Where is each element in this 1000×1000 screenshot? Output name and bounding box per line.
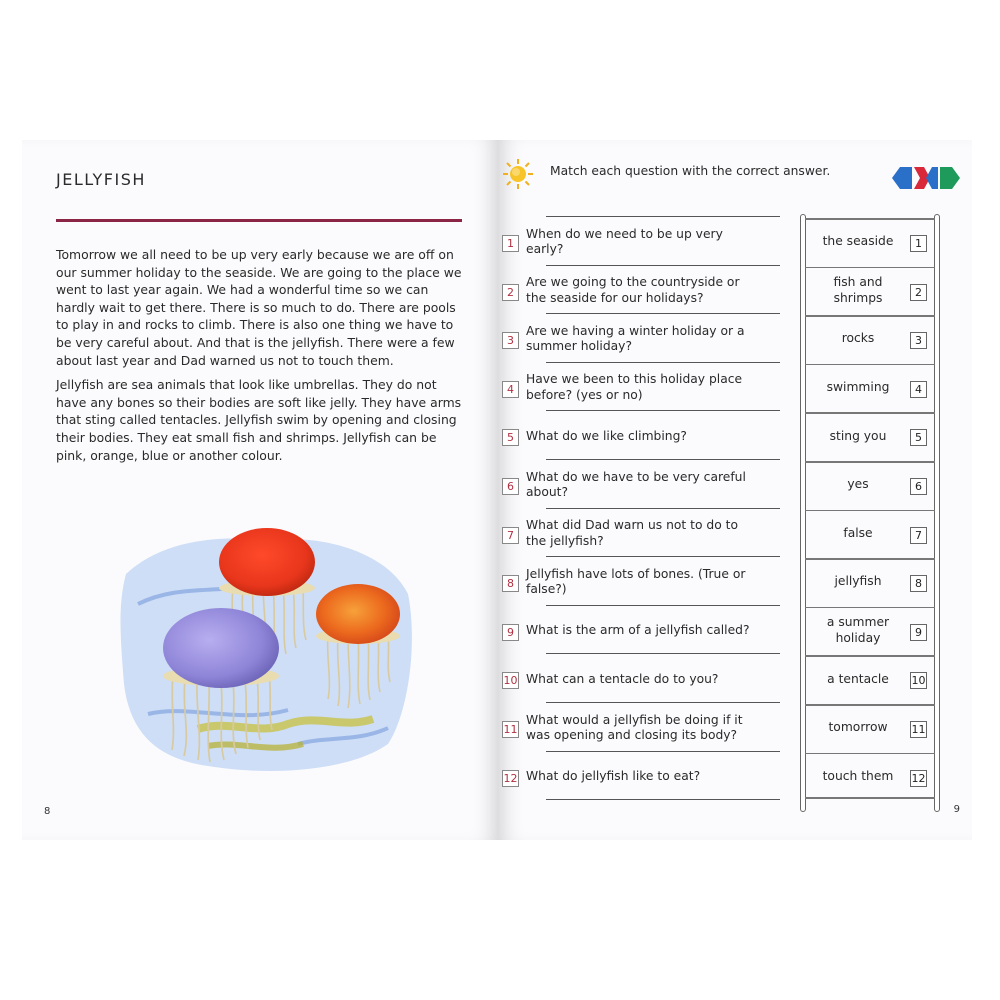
question-row — [502, 315, 802, 363]
question-number: 12 — [503, 771, 518, 785]
answer-text: yes — [847, 477, 869, 492]
answer-row — [808, 267, 934, 315]
answer-line — [546, 751, 780, 752]
answer-line — [546, 702, 780, 703]
question-text: Are we having a winter holiday or a summer holiday? — [526, 323, 745, 354]
question-text: Have we been to this holiday place before? (yes or no) — [526, 372, 743, 402]
answer-row — [808, 510, 934, 558]
title-rule — [56, 219, 462, 222]
question-number: 1 — [502, 235, 519, 252]
question-row — [502, 267, 802, 315]
answer-number: 1 — [910, 235, 927, 252]
question-number: 10 — [503, 674, 518, 688]
left-page — [22, 140, 498, 840]
question-text: What did Dad warn us not to do to the jellyfish? — [526, 518, 739, 548]
page-title: JELLYFISH — [56, 170, 146, 189]
question-row — [502, 461, 802, 509]
answer-line — [546, 799, 780, 800]
question-number: 11 — [503, 723, 518, 736]
question-number: 4 — [502, 381, 519, 398]
question-row — [502, 753, 802, 801]
question-row — [502, 704, 802, 752]
answer-number: 8 — [910, 575, 927, 592]
answer-number: 10 — [911, 674, 926, 688]
answer-number: 3 — [910, 332, 927, 349]
answer-text: rocks — [841, 331, 875, 346]
direction-arrows-icon — [890, 166, 962, 190]
question-number: 2 — [502, 284, 519, 301]
answer-text: swimming — [826, 380, 890, 395]
answer-number: 11 — [911, 723, 926, 736]
answer-text: a tentacle — [827, 671, 889, 686]
answer-number: 6 — [910, 478, 927, 495]
question-text: What can a tentacle do to you? — [526, 671, 719, 686]
sun-icon — [502, 158, 534, 190]
answer-text: fish and shrimps — [833, 275, 883, 305]
question-row — [502, 558, 802, 606]
ladder-rail-left — [800, 214, 806, 812]
answer-row — [808, 558, 934, 606]
question-number: 3 — [502, 332, 519, 349]
answer-text: sting you — [829, 428, 887, 443]
question-text: Are we going to the countryside or the seaside for our holidays? — [526, 275, 740, 305]
answer-line — [546, 216, 780, 217]
answer-text: a summer holiday — [826, 615, 890, 645]
answer-row — [808, 412, 934, 460]
question-row — [502, 655, 802, 703]
ladder-rail-right — [934, 214, 940, 812]
question-text: What would a jellyfish be doing if it was opening and closing its body? — [526, 712, 743, 742]
story-text — [56, 246, 466, 471]
question-number: 9 — [502, 624, 519, 641]
answer-row — [808, 753, 934, 801]
question-number: 6 — [502, 478, 519, 495]
answer-text: tomorrow — [828, 720, 888, 735]
question-text: When do we need to be up very early? — [526, 226, 723, 256]
answer-text: touch them — [822, 768, 894, 783]
question-row — [502, 364, 802, 412]
answer-row — [808, 655, 934, 703]
question-text: What do we like climbing? — [526, 428, 687, 443]
answer-line — [546, 653, 780, 654]
open-workbook — [22, 140, 972, 840]
page-number-left: 8 — [44, 806, 51, 817]
answer-row — [808, 218, 934, 266]
answer-row — [808, 607, 934, 655]
question-row — [502, 510, 802, 558]
answer-line — [546, 459, 780, 460]
jellyfish-illustration — [118, 514, 418, 779]
answer-number: 2 — [910, 284, 927, 301]
question-row — [502, 412, 802, 460]
answer-line — [546, 508, 780, 509]
answer-number: 5 — [910, 429, 927, 446]
question-row — [502, 218, 802, 266]
story-paragraph-1: Tomorrow we all need to be up very early because we are off on our summer holiday to the seaside. We are going to the place we went to last year again. We had a wonderful time so we can hardly wait to get there. There is so much to do. There are pools to play in and rocks to climb. There is also one thing we have to be very careful about. And that is the jellyfish. There were a few about last year and Dad warned us not to touch them. — [56, 247, 462, 368]
question-text: What do jellyfish like to eat? — [526, 768, 701, 783]
answer-line — [546, 556, 780, 557]
answer-row — [808, 704, 934, 752]
answer-number: 12 — [911, 771, 926, 785]
answer-text: the seaside — [822, 234, 894, 249]
instruction-text: Match each question with the correct answer. — [550, 164, 831, 178]
question-text: Jellyfish have lots of bones. (True or false?) — [526, 566, 746, 597]
question-row — [502, 607, 802, 655]
answer-text: false — [843, 525, 873, 540]
answer-row — [808, 461, 934, 509]
right-page — [498, 140, 972, 840]
question-number: 5 — [502, 429, 519, 446]
answer-line — [546, 265, 780, 266]
answer-number: 9 — [910, 624, 927, 641]
answer-line — [546, 410, 780, 411]
answer-text: jellyfish — [834, 574, 882, 589]
answer-ladder — [800, 214, 942, 812]
question-text: What do we have to be very careful about? — [526, 469, 746, 499]
answer-row — [808, 315, 934, 363]
question-text: What is the arm of a jellyfish called? — [526, 623, 750, 638]
answer-line — [546, 605, 780, 606]
answer-line — [546, 313, 780, 314]
question-number: 7 — [502, 527, 519, 544]
question-number: 8 — [502, 575, 519, 592]
page-number-right: 9 — [953, 804, 960, 815]
answer-number: 7 — [910, 527, 927, 544]
story-paragraph-2: Jellyfish are sea animals that look like umbrellas. They do not have any bones so their bodies are soft like jelly. They have arms that sting called tentacles. Jellyfish swim by opening and closing their bodies. They eat small fish and shrimps. Jellyfish can be pink, orange, blue or another colour. — [56, 377, 462, 463]
answer-number: 4 — [910, 381, 927, 398]
answer-row — [808, 364, 934, 412]
answer-line — [546, 362, 780, 363]
